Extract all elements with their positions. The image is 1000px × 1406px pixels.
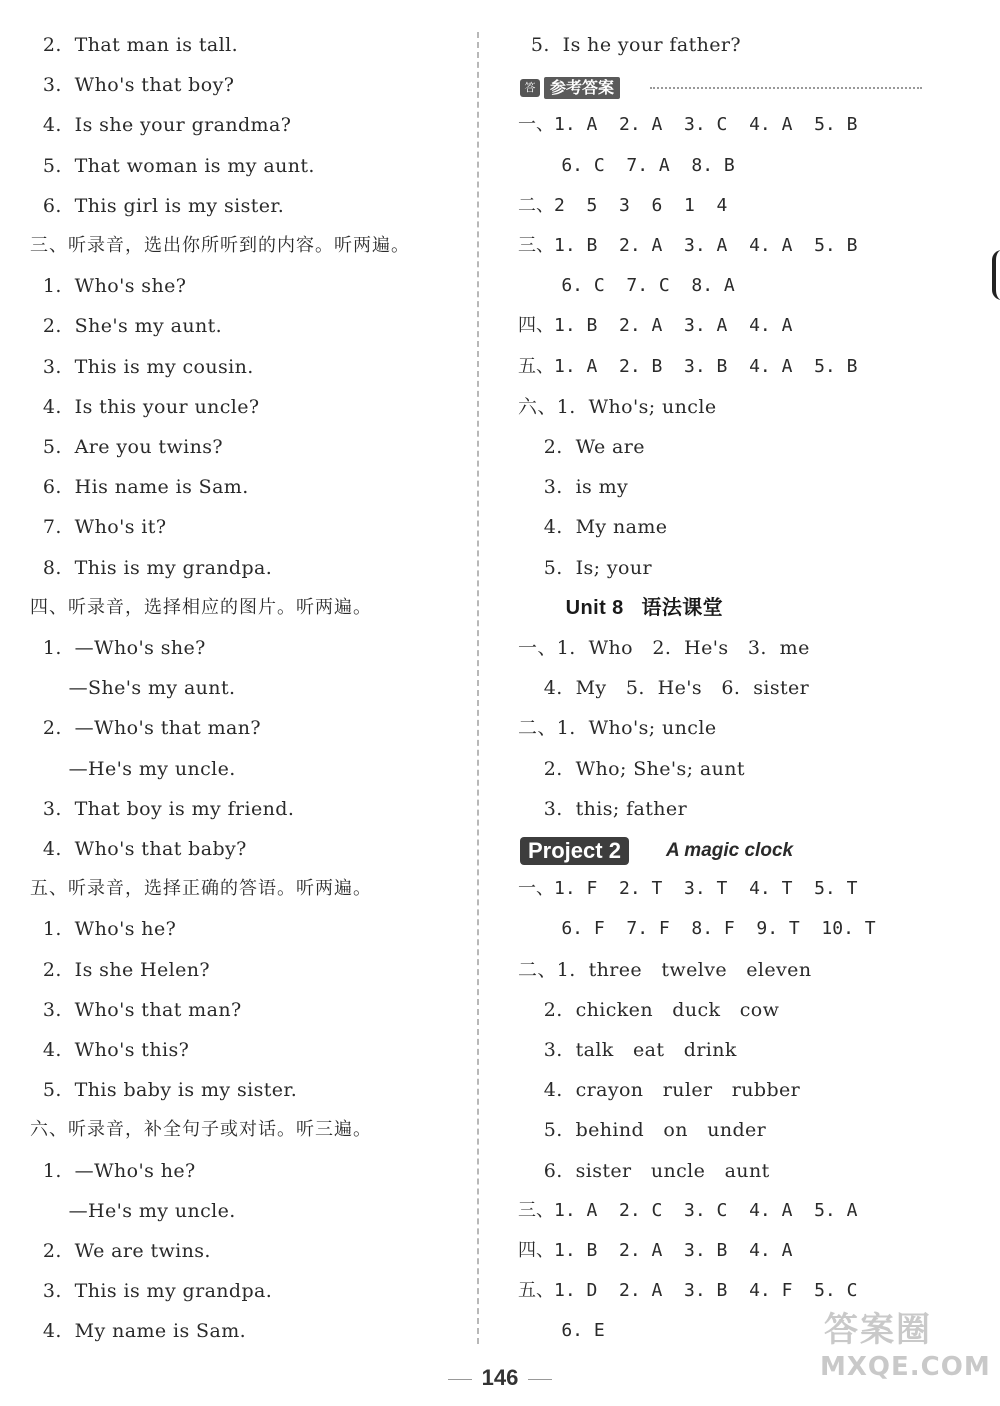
reference-answer-title: 参考答案: [544, 77, 620, 99]
right-column-line: 4. crayon ruler rubber: [518, 1079, 801, 1102]
right-column-line: 2. chicken duck cow: [518, 998, 780, 1021]
right-column-line: 五、1. A 2. B 3. B 4. A 5. B: [518, 355, 858, 377]
reference-answer-badge: [520, 77, 620, 99]
left-column-line: —She's my aunt.: [30, 677, 236, 700]
right-column-line: 4. My name: [518, 516, 668, 539]
page-edge-mark: [992, 250, 1000, 300]
right-column-line: 3. this; father: [518, 797, 688, 820]
left-column-line: 1. Who's he?: [30, 918, 177, 941]
project-badge: Project 2: [520, 837, 629, 865]
left-column-line: 三、听录音，选出你所听到的内容。听两遍。: [30, 235, 410, 256]
right-column-line: 二、1. Who's; uncle: [518, 717, 717, 740]
page-number: 146: [0, 1365, 1000, 1391]
right-column-line: 五、1. D 2. A 3. B 4. F 5. C: [518, 1280, 858, 1302]
left-column-line: 2. Is she Helen?: [30, 958, 211, 981]
right-column-line: 4. My 5. He's 6. sister: [518, 677, 810, 700]
left-column-line: 3. Who's that boy?: [30, 74, 235, 97]
right-column-line: 6. C 7. A 8. B: [518, 154, 735, 176]
right-column-line: 3. is my: [518, 476, 629, 499]
right-column-line: 一、1. F 2. T 3. T 4. T 5. T: [518, 878, 858, 900]
left-column-line: 4. Who's this?: [30, 1039, 190, 1061]
right-column-line: 四、1. B 2. A 3. B 4. A: [518, 1240, 793, 1261]
left-column-line: 3. Who's that man?: [30, 998, 242, 1021]
right-column-line: 一、1. A 2. A 3. C 4. A 5. B: [518, 114, 858, 136]
right-column-line: 6. C 7. C 8. A: [518, 275, 735, 297]
right-column-line: 3. talk eat drink: [518, 1039, 737, 1061]
left-column-line: 5. Are you twins?: [30, 436, 223, 458]
right-column-line: 一、1. Who 2. He's 3. me: [518, 637, 810, 659]
right-column-line: 6. sister uncle aunt: [518, 1159, 770, 1182]
book-icon: 答: [520, 79, 540, 97]
left-column-line: 1. Who's she?: [30, 275, 187, 298]
column-divider: [477, 32, 479, 1344]
right-column-line: 三、1. A 2. C 3. C 4. A 5. A: [518, 1199, 858, 1221]
right-column-line: 5. Is he your father?: [518, 34, 741, 56]
left-column-line: 2. She's my aunt.: [30, 315, 223, 338]
left-column-line: 5. This baby is my sister.: [30, 1079, 298, 1102]
left-column-line: 四、听录音，选择相应的图片。听两遍。: [30, 596, 372, 618]
right-column-line: 6. F 7. F 8. F 9. T 10. T: [518, 918, 876, 940]
left-column-line: 2. —Who's that man?: [30, 717, 261, 740]
left-column-line: 4. Who's that baby?: [30, 838, 247, 860]
left-column-line: 1. —Who's she?: [30, 637, 206, 659]
right-column-line: 2. We are: [518, 436, 645, 458]
project-title: A magic clock: [666, 840, 794, 861]
left-column-line: 6. This girl is my sister.: [30, 194, 285, 217]
left-column-line: 1. —Who's he?: [30, 1159, 196, 1182]
left-column-line: 3. This is my cousin.: [30, 355, 254, 378]
left-column-line: 7. Who's it?: [30, 516, 167, 539]
left-column-line: 6. His name is Sam.: [30, 476, 249, 499]
left-column-line: —He's my uncle.: [30, 757, 236, 780]
watermark-bottom: MXQE.COM: [820, 1352, 991, 1382]
left-column-line: 六、听录音，补全句子或对话。听三遍。: [30, 1119, 372, 1141]
left-column-line: 8. This is my grandpa.: [30, 556, 273, 579]
left-column-line: 五、听录音，选择正确的答语。听两遍。: [30, 878, 372, 900]
right-column-line: 四、1. B 2. A 3. A 4. A: [518, 315, 793, 337]
right-column-line: 5. behind on under: [518, 1119, 767, 1142]
right-column-line: 5. Is; your: [518, 556, 652, 579]
right-column-line: Unit 8 语法课堂: [518, 596, 724, 619]
left-column-line: —He's my uncle.: [30, 1199, 236, 1222]
right-column-line: 2. Who; She's; aunt: [518, 757, 745, 780]
left-column-line: 3. That boy is my friend.: [30, 797, 295, 820]
left-column-line: 4. My name is Sam.: [30, 1320, 247, 1343]
left-column-line: 2. That man is tall.: [30, 34, 239, 56]
right-column-line: 二、1. three twelve eleven: [518, 958, 812, 981]
left-column-line: 4. Is she your grandma?: [30, 114, 292, 137]
right-column-line: 二、2 5 3 6 1 4: [518, 194, 728, 216]
right-column-line: 6. E: [518, 1320, 605, 1342]
watermark-top: 答案圈: [824, 1310, 932, 1350]
left-column-line: 5. That woman is my aunt.: [30, 154, 315, 177]
left-column-line: 4. Is this your uncle?: [30, 395, 260, 418]
right-column-line: 三、1. B 2. A 3. A 4. A 5. B: [518, 235, 858, 256]
watermark-logo: [820, 1310, 992, 1400]
left-column-line: 2. We are twins.: [30, 1240, 211, 1262]
left-column-line: 3. This is my grandpa.: [30, 1280, 273, 1303]
dotted-rule: [650, 87, 922, 89]
right-column-line: 六、1. Who's; uncle: [518, 395, 717, 418]
